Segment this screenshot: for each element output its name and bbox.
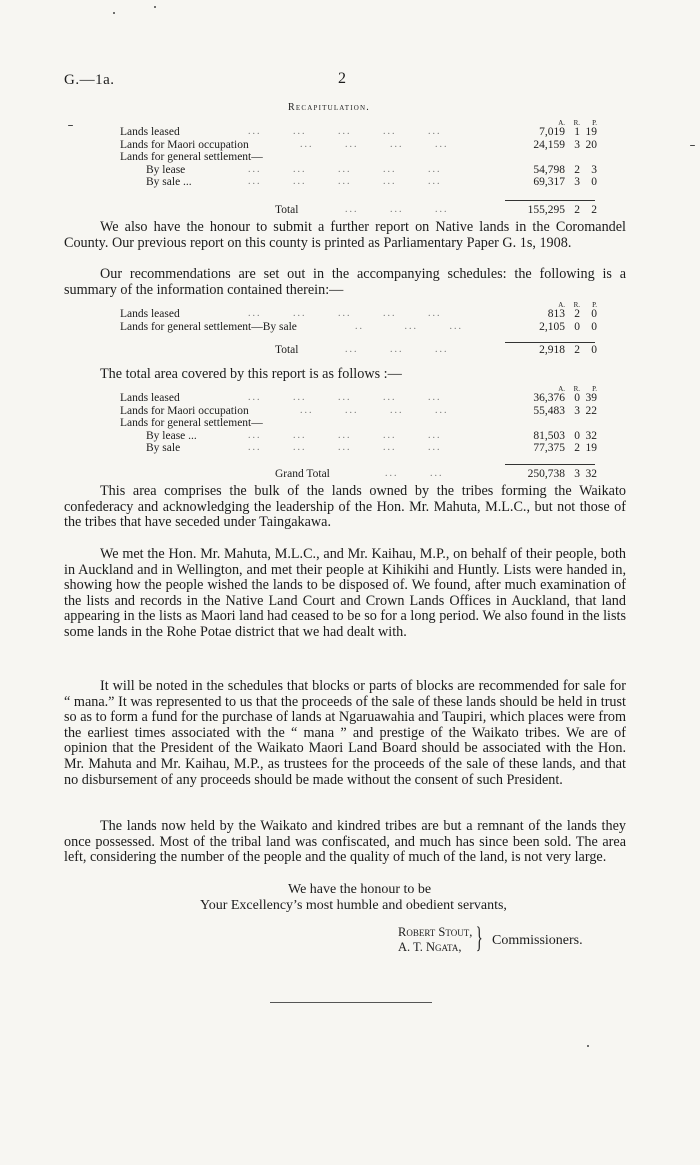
paper-reference: G.—1a.	[64, 72, 115, 88]
table-row: By lease ... ... ... ... ... 54,798 2 3	[146, 163, 597, 176]
table-row: Lands for general settlement—	[120, 417, 263, 429]
recap-title: Recapitulation.	[288, 102, 370, 113]
page-number: 2	[338, 70, 346, 87]
signatory-ngata: A. T. Ngata,	[398, 940, 462, 954]
speck	[690, 145, 695, 146]
table-row: By sale ... ... ... ... ... ... 69,317 3 0	[146, 176, 597, 188]
recap-table	[120, 117, 597, 216]
paragraph-mana: It will be noted in the schedules that blocks or parts of blocks are recommended for sale for “ mana.” It was represented to us that the proceeds of the sale of these lands should be held in trust so as to form a fund for the purchase of lands at Ngaruawahia and Taupiri, which places were from the earliest times associated with the “ mana ” and prestige of the Waikato tribes. We are of opinion that the President of the Waikato Maori Land Board should be associated with the Hon. Mr. Mahuta and Mr. Kaihau, M.P., as trustees for the proceeds of the sale of these lands, and that no disbursement of any proceeds should be made without the consent of such President.	[64, 678, 626, 788]
total-rule	[505, 342, 595, 343]
speck	[154, 6, 156, 8]
speck	[587, 1045, 589, 1047]
paragraph-total-area: The total area covered by this report is as follows :—	[100, 366, 402, 382]
units-row: A. R. P.	[558, 119, 597, 127]
total-row: Grand Total ... ... 250,738 3 32	[275, 467, 597, 480]
table-row: Lands for Maori occupation ... ... ... ... 55,483 3 22	[120, 404, 597, 417]
total-rule	[505, 200, 595, 201]
closing-line-2: Your Excellency’s most humble and obedient servants,	[200, 898, 507, 913]
paragraph-waikato-confederacy: This area comprises the bulk of the lands owned by the tribes forming the Waikato confederacy and acknowledging the leadership of the Hon. Mr. Mahuta, M.L.C., but not those of the tribes that have seceded under Taingakawa.	[64, 483, 626, 531]
paragraph-remnant: The lands now held by the Waikato and kindred tribes are but a remnant of the lands they once possessed. Most of the tribal land was confiscated, and much has since been sold. The area left, considering the number of the people and the quality of much of the land, is not very large.	[64, 818, 626, 866]
closing-line-1: We have the honour to be	[288, 882, 432, 897]
table-row: Lands for Maori occupation ... ... ... ... 24,159 3 20	[120, 138, 597, 151]
table-row: Lands leased ... ... ... ... ... 7,019 1 19	[120, 126, 597, 138]
table-row: Lands for general settlement—By sale .. ... ... 2,105 0 0	[120, 320, 597, 333]
brace-icon: }	[475, 921, 483, 954]
table-row: By sale ... ... ... ... ... 77,375 2 19	[146, 442, 597, 454]
end-rule	[270, 1002, 432, 1003]
summary-table	[120, 299, 597, 357]
total-row: Total ... ... ... 155,295 2 2	[275, 203, 597, 216]
paragraph-recommendations: Our recommendations are set out in the accompanying schedules: the following is a summary of the information contained therein:—	[64, 266, 626, 298]
grand-table	[120, 383, 597, 480]
table-row: Lands leased ... ... ... ... ... 813 2 0	[120, 308, 597, 320]
paragraph-coromandel: We also have the honour to submit a further report on Native lands in the Coromandel County. Our previous report on this county is printed as Parliamentary Paper G. 1s, 1908.	[64, 219, 626, 251]
units-row: A. R. P.	[558, 301, 597, 309]
total-rule	[505, 464, 595, 465]
speck	[113, 12, 115, 14]
units-row: A. R. P.	[558, 385, 597, 393]
table-row: Lands leased ... ... ... ... ... 36,376 0 39	[120, 392, 597, 404]
speck	[68, 125, 73, 126]
table-row: Lands for general settlement—	[120, 151, 263, 163]
table-row: By lease ... ... ... ... ... ... 81,503 0 32	[146, 429, 597, 442]
paragraph-meetings: We met the Hon. Mr. Mahuta, M.L.C., and Mr. Kaihau, M.P., on behalf of their people, both in Auckland and in Wellington, and met their people at Kihikihi and Huntly. Lists were handed in, showing how the people wished the lands to be disposed of. We found, after much examination of the lists and records in the Native Land Court and Crown Lands Offices in Auckland, that land appearing in the lists as Maori land had ceased to be so for a long period. We also found in the lists some lands in the Rohe Potae district that we had dealt with.	[64, 546, 626, 640]
commissioners-label: Commissioners.	[492, 933, 583, 948]
total-row: Total ... ... ... 2,918 2 0	[275, 344, 597, 356]
signatory-stout: Robert Stout,	[398, 925, 473, 939]
